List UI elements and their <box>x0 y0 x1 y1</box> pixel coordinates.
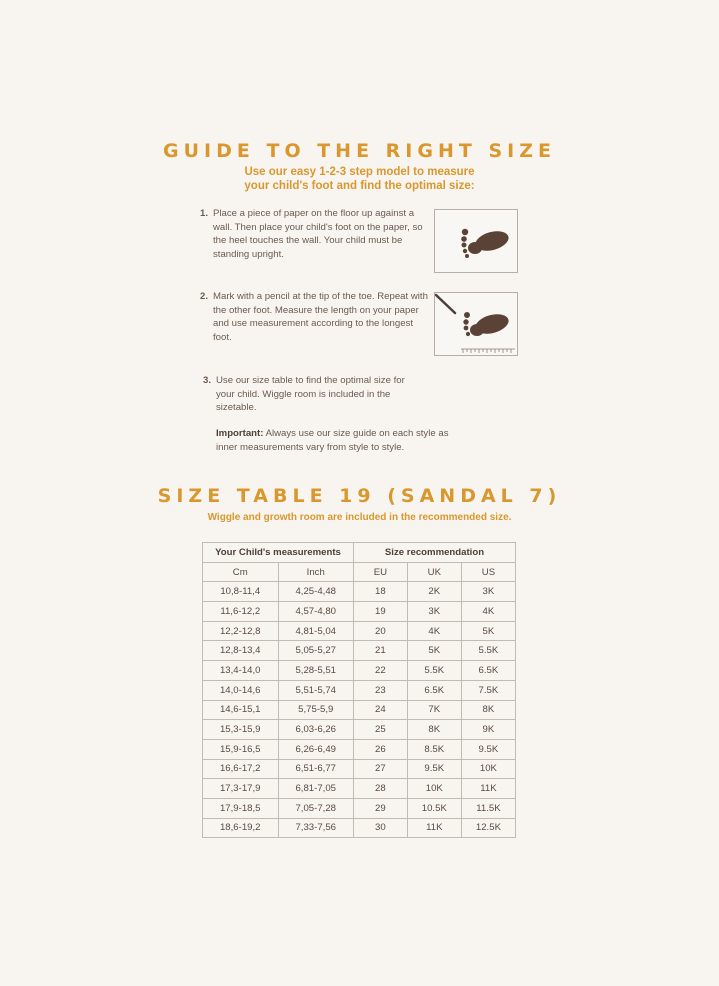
cell-inch: 6,51-6,77 <box>278 759 354 779</box>
table-row <box>203 759 516 779</box>
cell-us: 11.5K <box>461 798 515 818</box>
cell-us: 7.5K <box>461 680 515 700</box>
cell-inch: 5,05-5,27 <box>278 641 354 661</box>
cell-inch: 7,33-7,56 <box>278 818 354 838</box>
cell-us: 9K <box>461 720 515 740</box>
group-header-recommendation: Size recommendation <box>354 543 516 563</box>
table-row <box>203 700 516 720</box>
cell-uk: 8K <box>407 720 461 740</box>
cell-eu: 19 <box>354 602 408 622</box>
cell-inch: 6,81-7,05 <box>278 779 354 799</box>
cell-cm: 10,8-11,4 <box>203 582 279 602</box>
cell-eu: 18 <box>354 582 408 602</box>
cell-eu: 27 <box>354 759 408 779</box>
cell-us: 3K <box>461 582 515 602</box>
guide-subtitle-line2: your child's foot and find the optimal size: <box>244 180 475 192</box>
cell-uk: 6.5K <box>407 680 461 700</box>
cell-eu: 26 <box>354 739 408 759</box>
cell-uk: 4K <box>407 621 461 641</box>
step-3 <box>203 374 426 415</box>
cell-cm: 12,2-12,8 <box>203 621 279 641</box>
cell-inch: 7,05-7,28 <box>278 798 354 818</box>
cell-cm: 14,6-15,1 <box>203 700 279 720</box>
guide-subtitle-line1: Use our easy 1-2-3 step model to measure <box>244 166 475 178</box>
cell-uk: 11K <box>407 818 461 838</box>
cell-uk: 7K <box>407 700 461 720</box>
cell-cm: 16,6-17,2 <box>203 759 279 779</box>
table-row <box>203 779 516 799</box>
cell-cm: 15,3-15,9 <box>203 720 279 740</box>
important-label: Important: <box>216 428 264 439</box>
cell-cm: 17,9-18,5 <box>203 798 279 818</box>
cell-uk: 8.5K <box>407 739 461 759</box>
step-number: 2. <box>200 291 209 302</box>
cell-eu: 29 <box>354 798 408 818</box>
cell-cm: 11,6-12,2 <box>203 602 279 622</box>
cell-uk: 2K <box>407 582 461 602</box>
table-row <box>203 739 516 759</box>
cell-us: 5.5K <box>461 641 515 661</box>
cell-uk: 3K <box>407 602 461 622</box>
cell-cm: 13,4-14,0 <box>203 661 279 681</box>
size-table <box>202 542 516 838</box>
pencil-footprint-icon <box>435 293 517 355</box>
column-header-inch: Inch <box>278 562 354 582</box>
cell-us: 5K <box>461 621 515 641</box>
step-text: Use our size table to find the optimal size for your child. Wiggle room is included in the sizetable. <box>216 375 405 413</box>
cell-inch: 5,75-5,9 <box>278 700 354 720</box>
cell-us: 9.5K <box>461 739 515 759</box>
cell-us: 4K <box>461 602 515 622</box>
table-row <box>203 720 516 740</box>
table-group-header-row <box>203 543 516 563</box>
table-row <box>203 798 516 818</box>
cell-cm: 18,6-19,2 <box>203 818 279 838</box>
cell-uk: 9.5K <box>407 759 461 779</box>
cell-eu: 20 <box>354 621 408 641</box>
cell-inch: 4,57-4,80 <box>278 602 354 622</box>
cell-uk: 5K <box>407 641 461 661</box>
size-table-subtitle: Wiggle and growth room are included in the recommended size. <box>207 512 512 523</box>
cell-eu: 22 <box>354 661 408 681</box>
cell-cm: 15,9-16,5 <box>203 739 279 759</box>
footprint-illustration <box>434 209 518 273</box>
cell-uk: 10.5K <box>407 798 461 818</box>
column-header-uk: UK <box>407 562 461 582</box>
cell-inch: 5,51-5,74 <box>278 680 354 700</box>
cell-us: 12.5K <box>461 818 515 838</box>
cell-us: 6.5K <box>461 661 515 681</box>
cell-inch: 6,03-6,26 <box>278 720 354 740</box>
table-row <box>203 602 516 622</box>
table-header-row <box>203 562 516 582</box>
important-note <box>216 427 466 454</box>
cell-us: 10K <box>461 759 515 779</box>
cell-us: 11K <box>461 779 515 799</box>
cell-eu: 30 <box>354 818 408 838</box>
cell-eu: 24 <box>354 700 408 720</box>
step-2 <box>200 290 428 344</box>
size-table-title: SIZE TABLE 19 (SANDAL 7) <box>157 485 562 507</box>
step-number: 3. <box>203 375 212 386</box>
step-text: Mark with a pencil at the tip of the toe. Repeat with the other foot. Measure the length on your paper and use measurement according to the longest foot. <box>213 291 428 343</box>
table-row <box>203 641 516 661</box>
column-header-us: US <box>461 562 515 582</box>
table-row <box>203 621 516 641</box>
cell-eu: 23 <box>354 680 408 700</box>
table-row <box>203 680 516 700</box>
cell-cm: 14,0-14,6 <box>203 680 279 700</box>
table-body <box>203 582 516 838</box>
step-number: 1. <box>200 208 209 219</box>
cell-us: 8K <box>461 700 515 720</box>
column-header-cm: Cm <box>203 562 279 582</box>
step-text: Place a piece of paper on the floor up against a wall. Then place your child's foot on the paper, so the heel touches the wall. Your child must be standing upright. <box>213 208 423 260</box>
cell-eu: 28 <box>354 779 408 799</box>
cell-eu: 21 <box>354 641 408 661</box>
table-row <box>203 661 516 681</box>
cell-inch: 4,25-4,48 <box>278 582 354 602</box>
cell-uk: 5.5K <box>407 661 461 681</box>
footprint-icon <box>435 210 517 272</box>
group-header-measurements: Your Child's measurements <box>203 543 354 563</box>
cell-inch: 6,26-6,49 <box>278 739 354 759</box>
cell-uk: 10K <box>407 779 461 799</box>
column-header-eu: EU <box>354 562 408 582</box>
cell-cm: 12,8-13,4 <box>203 641 279 661</box>
cell-inch: 4,81-5,04 <box>278 621 354 641</box>
table-row <box>203 582 516 602</box>
guide-title: GUIDE TO THE RIGHT SIZE <box>163 140 556 162</box>
cell-inch: 5,28-5,51 <box>278 661 354 681</box>
cell-eu: 25 <box>354 720 408 740</box>
cell-cm: 17,3-17,9 <box>203 779 279 799</box>
step-1 <box>200 207 433 261</box>
pencil-footprint-illustration <box>434 292 518 356</box>
table-row <box>203 818 516 838</box>
important-text: Always use our size guide on each style as inner measurements vary from style to style. <box>216 428 449 453</box>
